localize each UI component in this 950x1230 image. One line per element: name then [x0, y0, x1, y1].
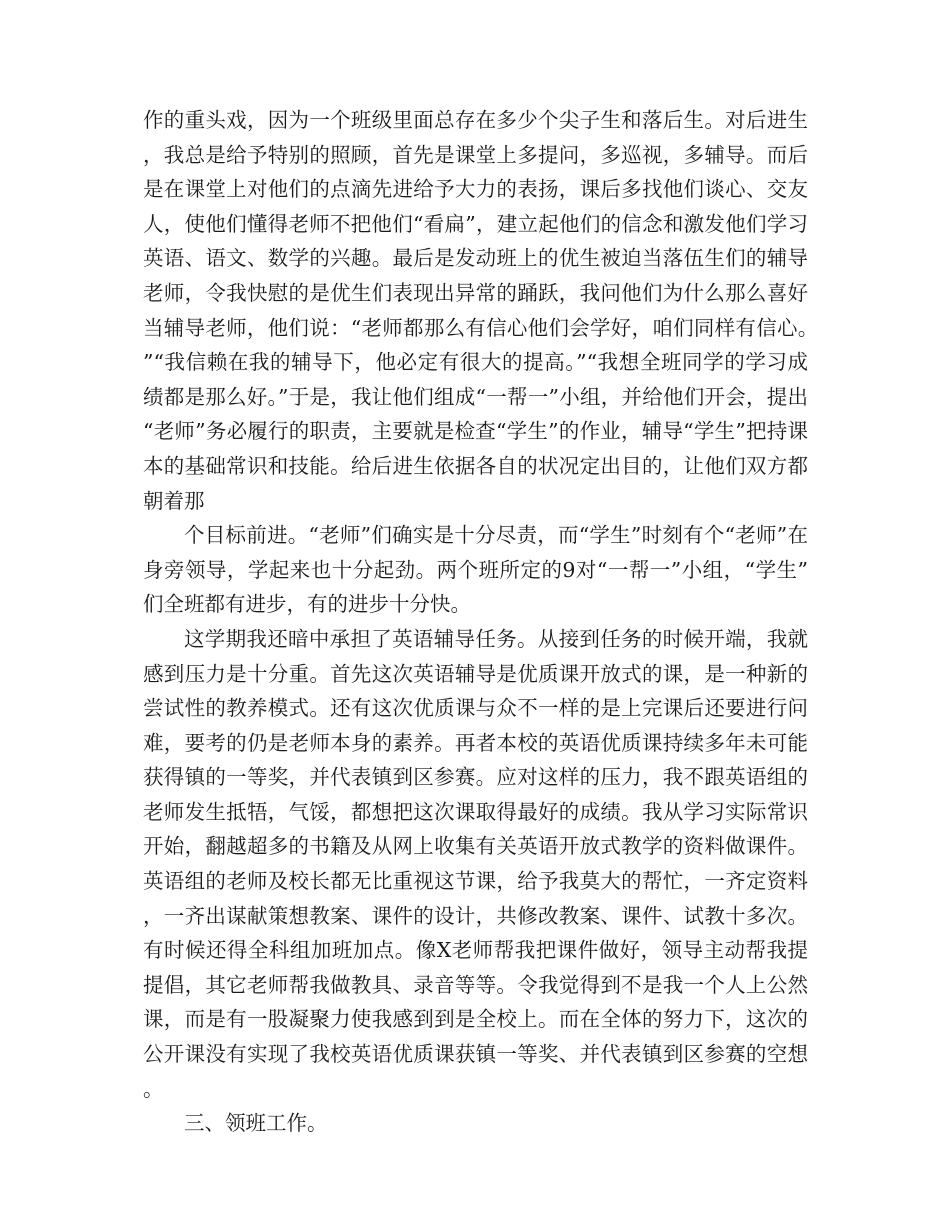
document-page	[143, 103, 808, 1141]
section-heading-3: 三、领班工作。	[184, 1111, 328, 1136]
paragraph-2: 个目标前进。“老师”们确实是十分尽责，而“学生”时刻有个“老师”在身旁领导，学起来也十分起劲。两个班所定的9对“一帮一”小组，“学生”们全班都有进步，有的进步十分快。	[143, 523, 808, 617]
paragraph-3: 这学期我还暗中承担了英语辅导任务。从接到任务的时候开端，我就感到压力是十分重。首先这次英语辅导是优质课开放式的课，是一种新的尝试性的教养模式。还有这次优质课与众不一样的是上完课后还要进行问难，要考的仍是老师本身的素养。再者本校的英语优质课持续多年未可能获得镇的一等奖，并代表镇到区参赛。应对这样的压力，我不跟英语组的老师发生抵牾，气馁，都想把这次课取得最好的成绩。我从学习实际常识开始，翻越超多的书籍及从网上收集有关英语开放式教学的资料做课件。英语组的老师及校长都无比重视这节课，给予我莫大的帮忙，一齐定资料，一齐出谋献策想教案、课件的设计，共修改教案、课件、试教十多次。有时候还得全科组加班加点。像X老师帮我把课件做好，领导主动帮我提提倡，其它老师帮我做教具、录音等等。令我觉得到不是我一个人上公然课，而是有一股凝聚力使我感到到是全校上。而在全体的努力下，这次的公开课没有实现了我校英语优质课获镇一等奖、并代表镇到区参赛的空想。	[143, 626, 808, 1101]
paragraph-1: 作的重头戏，因为一个班级里面总存在多少个尖子生和落后生。对后进生，我总是给予特别的照顾，首先是课堂上多提问，多巡视，多辅导。而后是在课堂上对他们的点滴先进给予大力的表扬，课后多找他们谈心、交友人，使他们懂得老师不把他们“看扁”，建立起他们的信念和激发他们学习英语、语文、数学的兴趣。最后是发动班上的优生被迫当落伍生们的辅导老师，令我快慰的是优生们表现出异常的踊跃，我问他们为什么那么喜好当辅导老师，他们说：“老师都那么有信心他们会学好，咱们同样有信心。”“我信赖在我的辅导下，他必定有很大的提高。”“我想全班同学的学习成绩都是那么好。”于是，我让他们组成“一帮一”小组，并给他们开会，提出“老师”务必履行的职责，主要就是检查“学生”的作业，辅导“学生”把持课本的基础常识和技能。给后进生依据各自的状况定出目的，让他们双方都朝着那	[143, 108, 808, 513]
